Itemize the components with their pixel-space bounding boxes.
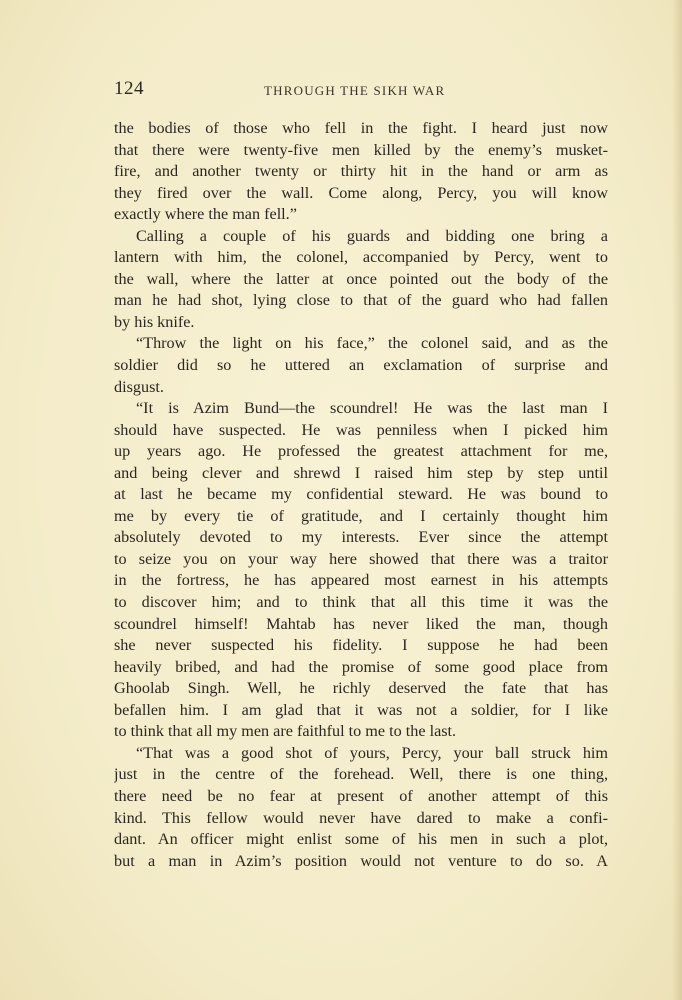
text-line: they fired over the wall. Come along, Percy, you will know <box>114 183 608 202</box>
text-line: the bodies of those who fell in the fight. I heard just now <box>114 119 608 137</box>
text-line: lantern with him, the colonel, accompanied by Percy, went to <box>114 248 608 267</box>
text-line: and being clever and shrewd I raised him step by step until <box>114 463 608 482</box>
text-line: the wall, where the latter at once pointed out the body of the <box>114 269 608 288</box>
text-line: fire, and another twenty or thirty hit in the hand or arm as <box>114 162 608 181</box>
page-edge-shadow <box>672 0 682 1000</box>
page-number: 124 <box>114 78 144 99</box>
text-line: in the fortress, he has appeared most earnest in his attempts <box>114 571 608 590</box>
text-line: there need be no fear at present of another attempt of this <box>114 786 608 805</box>
text-line: absolutely devoted to my interests. Ever since the attempt <box>114 528 608 547</box>
text-line: kind. This fellow would never have dared to make a confi- <box>114 808 608 827</box>
text-line: to discover him; and to think that all this time it was the <box>114 593 608 612</box>
text-line: just in the centre of the forehead. Well, there is one thing, <box>114 765 608 784</box>
text-line: me by every tie of gratitude, and I certainly thought him <box>114 506 608 525</box>
text-line: at last he became my confidential steward. He was bound to <box>114 485 608 504</box>
text-line: that there were twenty-five men killed by the enemy’s musket- <box>114 140 608 159</box>
text-line: should have suspected. He was penniless when I picked him <box>114 420 608 439</box>
text-line: Calling a couple of his guards and bidding one bring a <box>136 226 608 245</box>
text-line: soldier did so he uttered an exclamation of surprise and <box>114 356 608 375</box>
body-text <box>114 118 608 872</box>
text-line: up years ago. He professed the greatest attachment for me, <box>114 442 608 461</box>
text-line: Ghoolab Singh. Well, he richly deserved the fate that has <box>114 679 608 698</box>
text-line: to think that all my men are faithful to me to the last. <box>114 722 457 741</box>
text-line: by his knife. <box>114 312 195 331</box>
text-line: but a man in Azim’s position would not venture to do so. A <box>114 851 608 870</box>
text-line: heavily bribed, and had the promise of some good place from <box>114 657 608 676</box>
running-head <box>114 78 608 102</box>
text-line: she never suspected his fidelity. I suppose he had been <box>114 636 608 655</box>
running-title: THROUGH THE SIKH WAR <box>264 83 446 98</box>
text-line: befallen him. I am glad that it was not a soldier, for I like <box>114 700 608 719</box>
text-line: exactly where the man fell.” <box>114 205 297 224</box>
text-line: disgust. <box>114 377 164 396</box>
text-line: “It is Azim Bund—the scoundrel! He was the last man I <box>136 399 608 418</box>
text-line: dant. An officer might enlist some of his men in such a plot, <box>114 830 608 849</box>
text-line: scoundrel himself! Mahtab has never liked the man, though <box>114 614 608 633</box>
text-line: man he had shot, lying close to that of the guard who had fallen <box>114 291 608 310</box>
text-line: “That was a good shot of yours, Percy, your ball struck him <box>136 743 608 762</box>
text-line: “Throw the light on his face,” the colonel said, and as the <box>136 334 608 353</box>
text-line: to seize you on your way here showed that there was a traitor <box>114 549 608 568</box>
